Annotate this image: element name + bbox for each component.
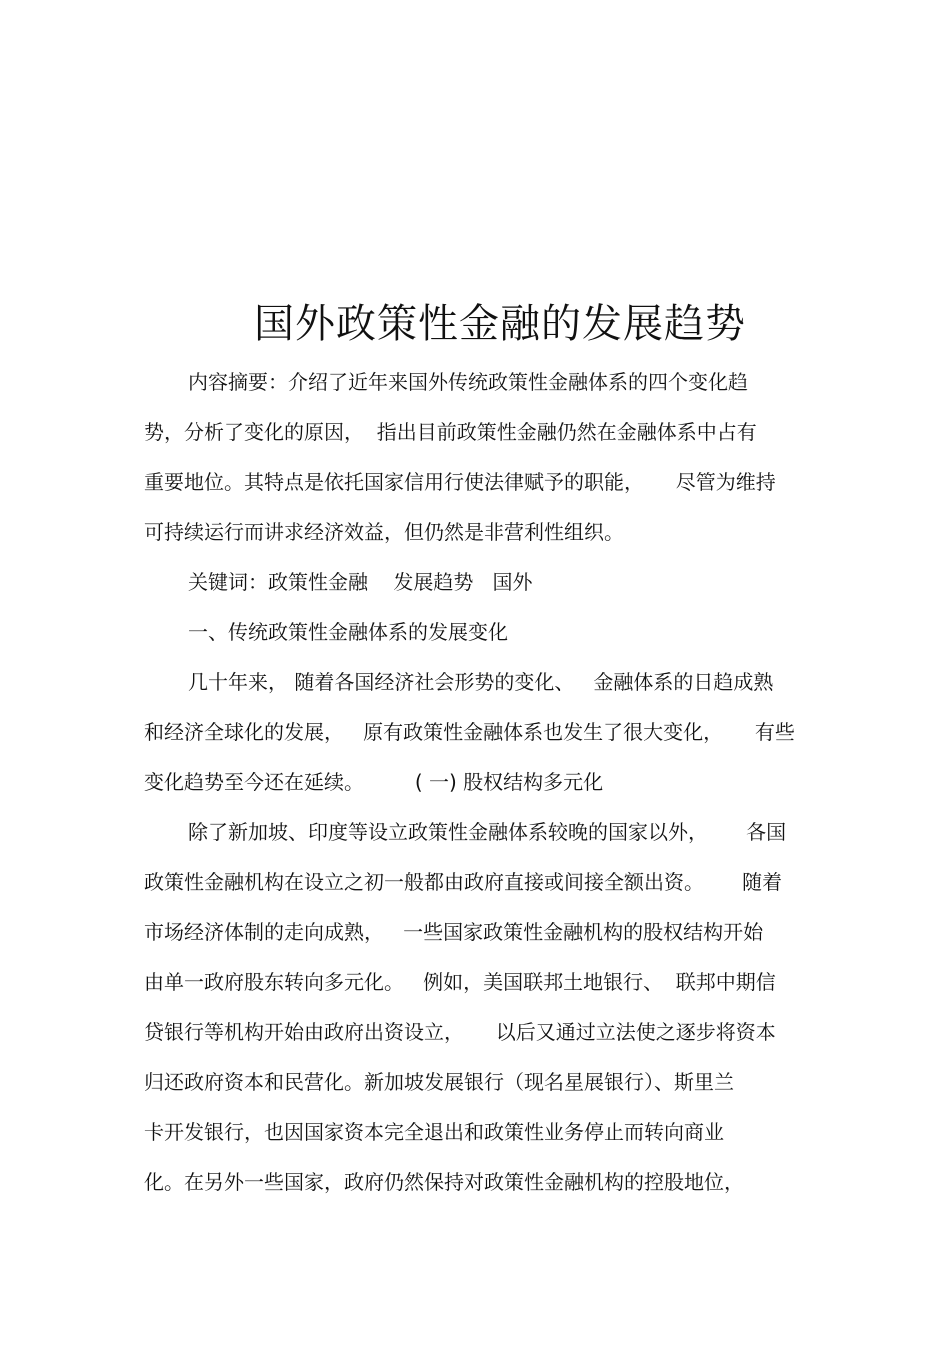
body-line-8: 贷银行等机构开始由政府出资设立， 以后又通过立法使之逐步将资本 [144,1020,776,1044]
body-line-6: 市场经济体制的走向成熟， 一些国家政策性金融机构的股权结构开始 [144,920,764,944]
abstract-line-4: 可持续运行而讲求经济效益，但仍然是非营利性组织。 [144,520,624,544]
body-line-4: 除了新加坡、印度等设立政策性金融体系较晚的国家以外， 各国 [188,820,787,844]
keywords-line: 关键词：政策性金融 发展趋势 国外 [188,570,533,594]
section-heading: 一、传统政策性金融体系的发展变化 [188,620,508,644]
body-line-10: 卡开发银行，也因国家资本完全退出和政策性业务停止而转向商业 [144,1120,724,1144]
body-line-9: 归还政府资本和民营化。新加坡发展银行（现名星展银行）、斯里兰 [144,1070,734,1094]
abstract-line-2: 势，分析了变化的原因， 指出目前政策性金融仍然在金融体系中占有 [144,420,757,444]
body-line-7: 由单一政府股东转向多元化。 例如，美国联邦土地银行、 联邦中期信 [144,970,776,994]
body-line-5: 政策性金融机构在设立之初一般都由政府直接或间接全额出资。 随着 [144,870,783,894]
abstract-line-3: 重要地位。其特点是依托国家信用行使法律赋予的职能， 尽管为维持 [144,470,776,494]
body-line-3: 变化趋势至今还在延续。 ( 一) 股权结构多元化 [144,770,604,794]
body-line-1: 几十年来， 随着各国经济社会形势的变化、 金融体系的日趋成熟 [188,670,774,694]
body-line-2: 和经济全球化的发展， 原有政策性金融体系也发生了很大变化， 有些 [144,720,795,744]
document-title: 国外政策性金融的发展趋势 [254,301,746,347]
abstract-line-1: 内容摘要：介绍了近年来国外传统政策性金融体系的四个变化趋 [188,370,748,394]
body-line-11: 化。在另外一些国家，政府仍然保持对政策性金融机构的控股地位， [144,1170,744,1194]
